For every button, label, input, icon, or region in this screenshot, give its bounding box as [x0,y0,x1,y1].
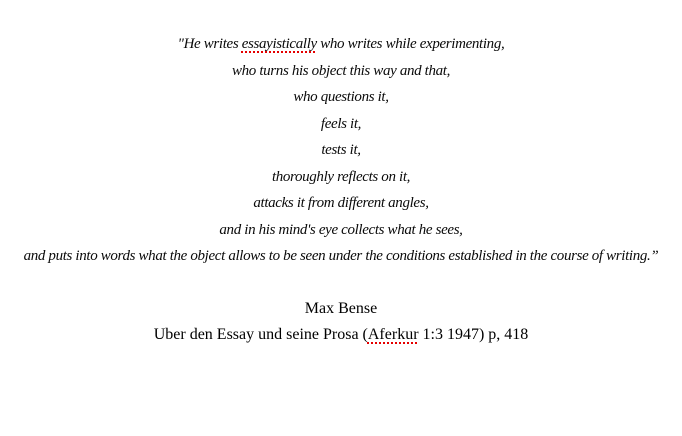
attribution-author: Max Bense [304,299,378,317]
quote-line: tests it, [321,142,361,158]
quote-line: feels it, [320,115,362,132]
attribution-block [0,296,682,349]
quote-line [0,31,682,58]
misspelled-word[interactable]: Aferkur [367,326,419,343]
attribution-citation [0,322,682,349]
citation-text: Uber den Essay und seine Prosa ( [153,326,368,343]
quote-line: thoroughly reflects on it, [271,168,411,185]
citation-text: 1:3 1947) p, 418 [418,326,529,343]
quote-line: who questions it, [293,89,389,105]
quote-text: who writes while experimenting, [316,36,505,52]
quote-line: attacks it from different angles, [253,195,429,211]
quote-line: and in his mind's eye collects what he sees, [219,221,463,238]
quote-line: who turns his object this way and that, [231,62,451,79]
misspelled-word[interactable]: essayistically [241,36,317,52]
quote-text: "He writes [177,36,242,52]
quote-block [0,31,682,270]
quote-line: and puts into words what the object allows to be seen under the conditions established in the course of writing.” [23,248,659,264]
